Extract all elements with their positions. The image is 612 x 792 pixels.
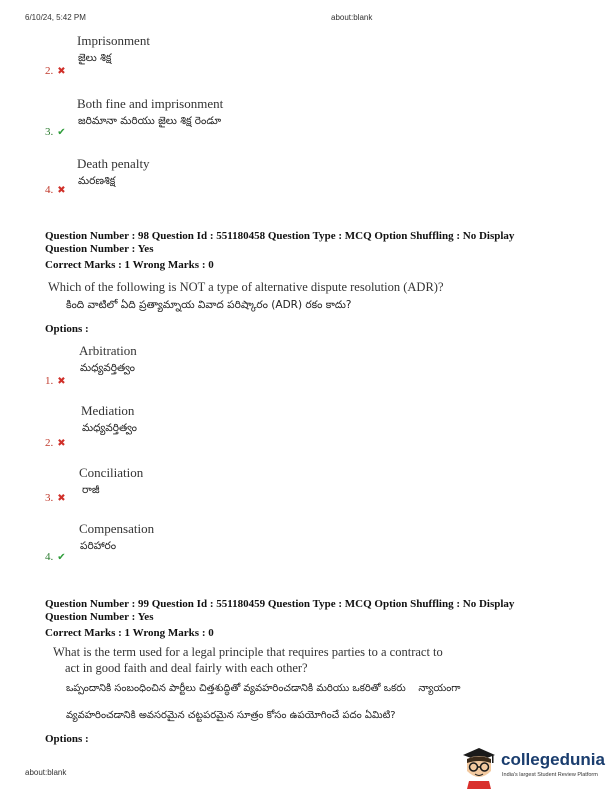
question-meta: Question Number : 99 Question Id : 551180459 Question Type : MCQ Option Shuffling : No Display [45,598,515,610]
option-telugu: పరిహారం [80,540,117,552]
mascot-icon [459,745,499,789]
option-telugu: రాజీ [82,484,100,496]
option-telugu: జైలు శిక్ష [78,52,112,64]
check-icon: ✔ [57,552,66,563]
print-datetime: 6/10/24, 5:42 PM [25,13,86,22]
question-text-english: Which of the following is NOT a type of alternative dispute resolution (ADR)? [48,280,444,294]
logo-brand: collegedunia [501,750,605,769]
option-number: 1. [45,375,54,387]
option-telugu: జరిమానా మరియు జైలు శిక్ష రెండూ [78,115,222,127]
cross-icon: ✖ [57,438,66,449]
option-number: 2. [45,65,54,77]
cross-icon: ✖ [57,185,66,196]
option-english: Arbitration [79,343,137,358]
option-number: 3. [45,126,54,138]
cross-icon: ✖ [57,66,66,77]
option-number: 4. [45,184,54,196]
print-page-title: about:blank [331,13,373,22]
cross-icon: ✖ [57,376,66,387]
question-marks: Correct Marks : 1 Wrong Marks : 0 [45,627,214,639]
question-text-english: What is the term used for a legal principle that requires parties to a contract to [53,645,443,659]
option-english: Death penalty [77,156,150,171]
check-icon: ✔ [57,127,66,138]
question-meta-line2: Question Number : Yes [45,243,154,255]
options-label: Options : [45,323,89,335]
option-english: Mediation [81,403,135,418]
option-number: 3. [45,492,54,504]
option-number: 2. [45,437,54,449]
option-english: Imprisonment [77,33,150,48]
question-text-telugu-line2: వ్యవహరించడానికి అవసరమైన చట్టపరమైన సూత్రం కోసం ఉపయోగించే పదం ఏమిటి? [66,710,396,721]
question-marks: Correct Marks : 1 Wrong Marks : 0 [45,259,214,271]
footer-url: about:blank [25,768,67,777]
collegedunia-logo [459,745,609,789]
option-english: Compensation [79,521,155,536]
question-meta: Question Number : 98 Question Id : 551180458 Question Type : MCQ Option Shuffling : No Display [45,230,515,242]
option-telugu: మధ్యవర్తిత్వం [80,362,135,374]
option-number: 4. [45,551,54,563]
options-label: Options : [45,733,89,745]
option-telugu: మరణశిక్ష [78,175,116,187]
cross-icon: ✖ [57,493,66,504]
option-english: Conciliation [79,465,144,480]
question-text-telugu: కింది వాటిలో ఏది ప్రత్యామ్నాయ వివాద పరిష్కారం (ADR) రకం కాదు? [66,299,352,311]
question-text-telugu: ఒప్పందానికి సంబంధించిన పార్టీలు చిత్తశుద్ధితో వ్యవహరించడానికి మరియు ఒకరితో ఒకరు న్యాయంగా [66,683,461,694]
logo-tagline: India's largest Student Review Platform [502,772,598,778]
question-meta-line2: Question Number : Yes [45,611,154,623]
option-english: Both fine and imprisonment [77,96,224,111]
question-text-english-line2: act in good faith and deal fairly with each other? [65,661,308,675]
option-telugu: మధ్యవర్తిత్వం [82,422,137,434]
